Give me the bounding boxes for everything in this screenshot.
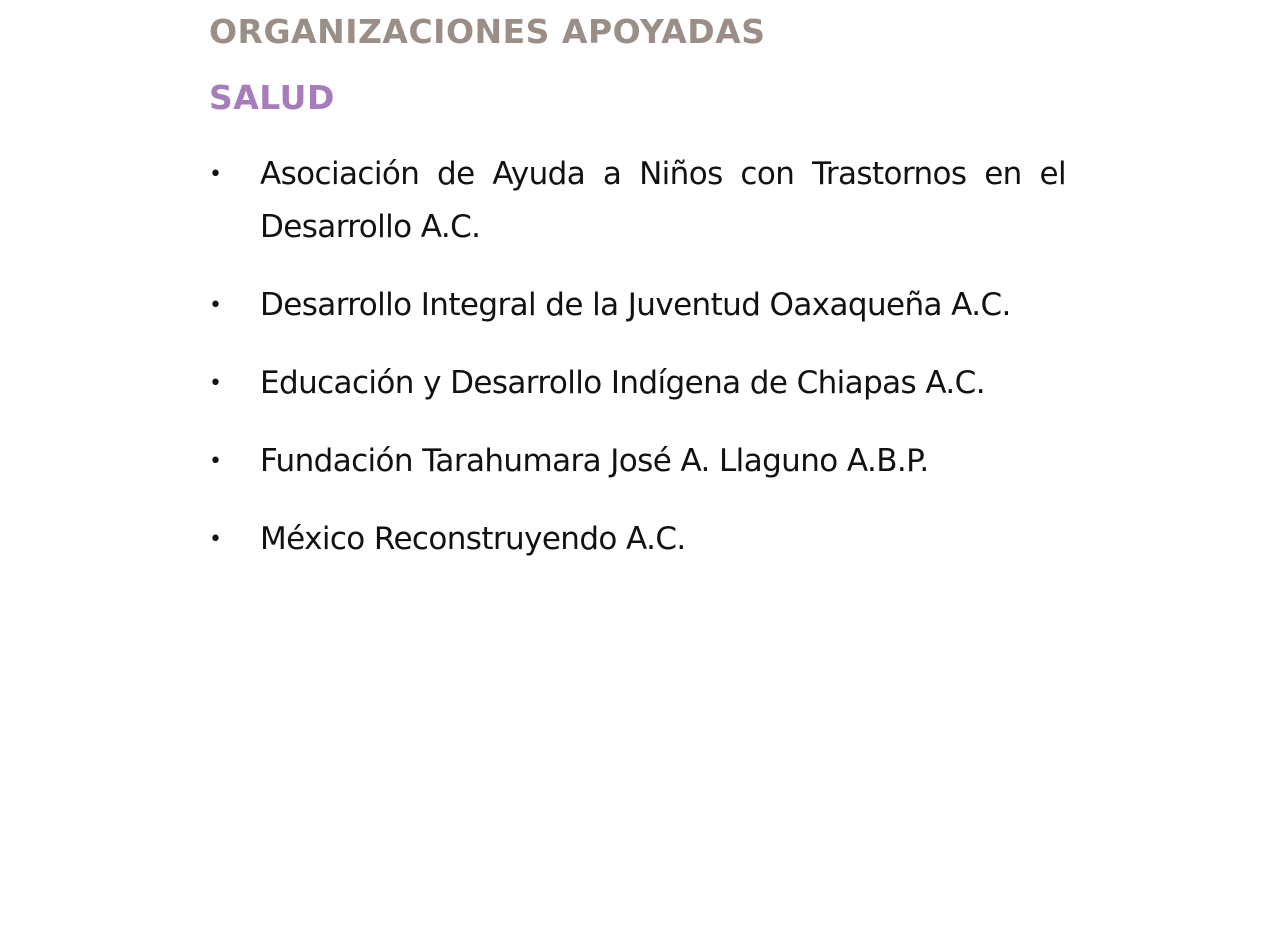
bullet-icon: •: [209, 371, 222, 396]
organization-name: Fundación Tarahumara José A. Llaguno A.B.P.: [260, 443, 929, 479]
list-item: [209, 357, 1066, 410]
list-item: [209, 148, 1066, 254]
bullet-icon: •: [209, 527, 222, 552]
list-item: [209, 279, 1066, 332]
bullet-icon: •: [209, 449, 222, 474]
organization-name: México Reconstruyendo A.C.: [260, 521, 686, 557]
page-title: ORGANIZACIONES APOYADAS: [209, 12, 766, 51]
organization-name: Asociación de Ayuda a Niños con Trastornos en el Desarrollo A.C.: [260, 156, 1066, 245]
organization-name: Educación y Desarrollo Indígena de Chiapas A.C.: [260, 365, 985, 401]
organization-list: [209, 148, 1066, 566]
bullet-icon: •: [209, 162, 222, 187]
document-page: [209, 0, 1066, 591]
organization-name: Desarrollo Integral de la Juventud Oaxaqueña A.C.: [260, 287, 1011, 323]
list-item: [209, 435, 1066, 488]
bullet-icon: •: [209, 293, 222, 318]
section-heading: SALUD: [209, 78, 335, 117]
list-item: [209, 513, 1066, 566]
